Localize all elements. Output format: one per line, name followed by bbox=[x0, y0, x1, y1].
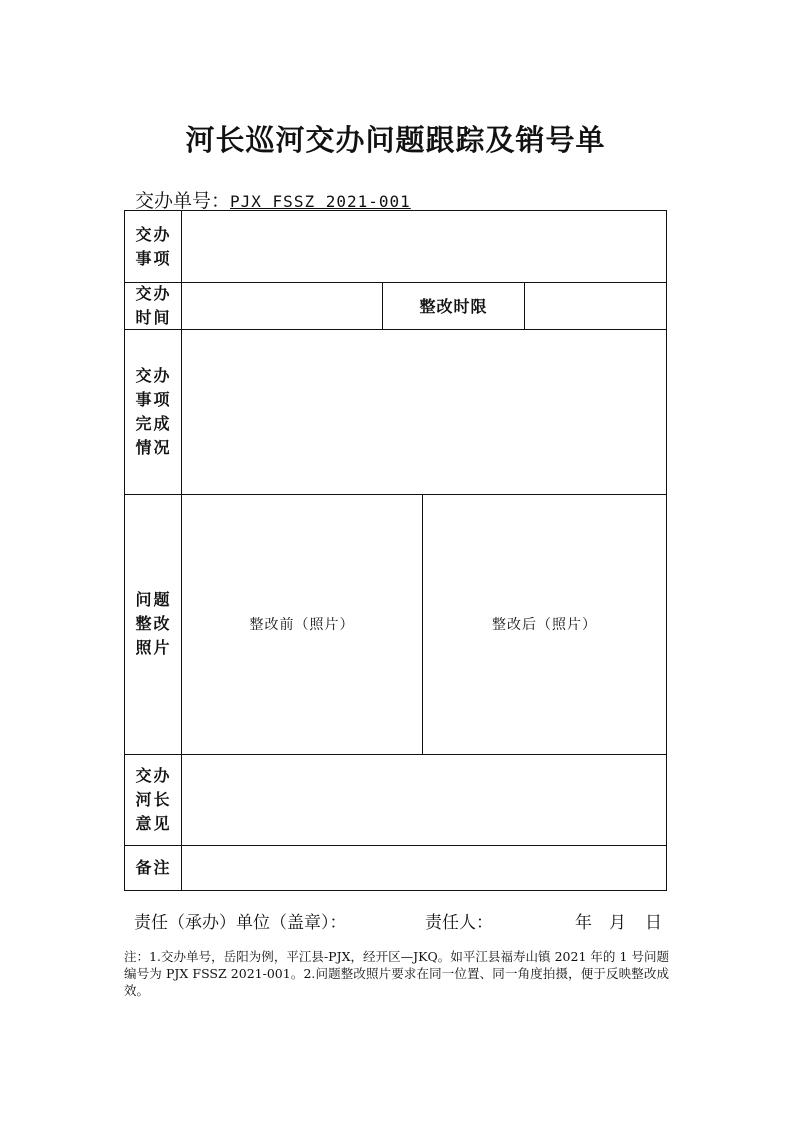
serial-number bbox=[135, 186, 411, 213]
opinion-label: 交办河长意见 bbox=[135, 765, 172, 833]
completion-label: 交办事项完成情况 bbox=[135, 365, 172, 457]
responsible-unit-label: 责任（承办）单位（盖章）： bbox=[134, 913, 347, 933]
photos-label: 问题整改照片 bbox=[135, 590, 172, 657]
deadline-label: 整改时限 bbox=[419, 297, 488, 316]
date-year: 年 bbox=[575, 913, 592, 933]
item-field[interactable] bbox=[182, 211, 666, 282]
remarks-label: 备注 bbox=[135, 857, 172, 877]
responsible-person-label: 责任人： bbox=[425, 913, 493, 933]
completion-field[interactable] bbox=[182, 329, 666, 494]
time-field[interactable] bbox=[182, 282, 382, 329]
page-title: 河长巡河交办问题跟踪及销号单 bbox=[185, 123, 606, 157]
footnote: 注：1.交办单号，岳阳为例，平江县-PJX，经开区—JKQ。如平江县福寿山镇 2021 年的 1 号问题编号为 PJX FSSZ 2021-001。2.问题整改照片要求在同一位置、同一角度拍摄，便于反映整改成效。 bbox=[124, 949, 669, 998]
serial-value: PJX FSSZ 2021-001 bbox=[230, 192, 411, 211]
deadline-field[interactable] bbox=[525, 282, 666, 329]
date-month: 月 bbox=[609, 913, 626, 933]
item-label: 交办事项 bbox=[135, 224, 172, 268]
opinion-field[interactable] bbox=[182, 754, 666, 845]
time-label: 交办时间 bbox=[135, 283, 172, 327]
serial-label: 交办单号： bbox=[135, 190, 231, 212]
photo-before[interactable]: 整改前（照片） bbox=[249, 617, 355, 633]
tracking-form-table bbox=[124, 210, 667, 891]
remarks-field[interactable] bbox=[182, 845, 666, 890]
photo-after[interactable]: 整改后（照片） bbox=[492, 617, 597, 633]
date-day: 日 bbox=[645, 913, 662, 933]
